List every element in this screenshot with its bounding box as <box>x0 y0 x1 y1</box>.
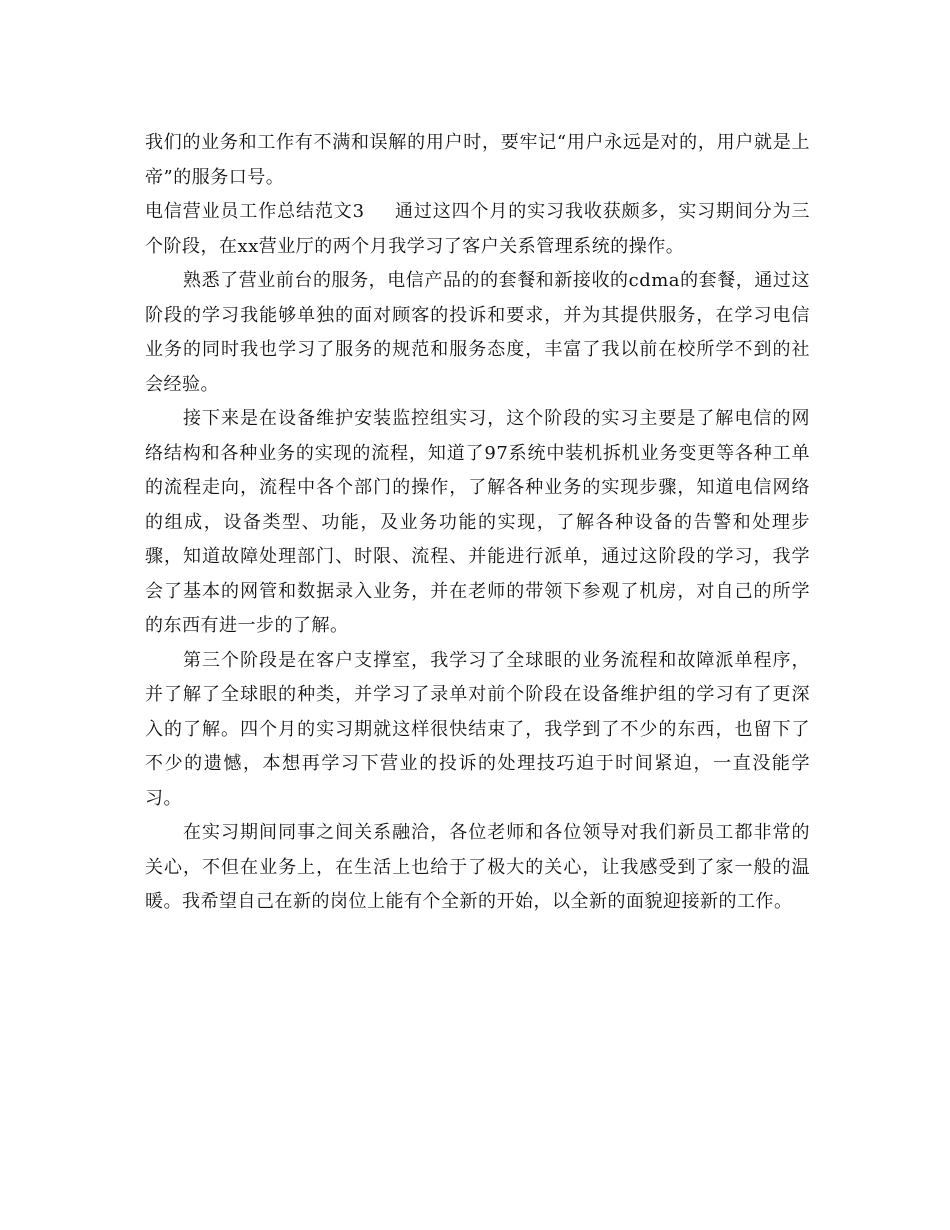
document-body <box>145 126 810 920</box>
paragraph-customer-support: 第三个阶段是在客户支撑室，我学习了全球眼的业务流程和故障派单程序，并了解了全球眼的种类，并学习了录单对前个阶段在设备维护组的学习有了更深入的了解。四个月的实习期就这样很快结束了，我学到了不少的东西，也留下了不少的遗憾，本想再学习下营业的投诉的处理技巧迫于时间紧迫，一直没能学习。 <box>145 649 810 809</box>
paragraph-conclusion: 在实习期间同事之间关系融洽，各位老师和各位领导对我们新员工都非常的关心，不但在业务上，在生活上也给于了极大的关心，让我感受到了家一般的温暖。我希望自己在新的岗位上能有个全新的开始，以全新的面貌迎接新的工作。 <box>145 822 810 912</box>
paragraph-with-title <box>145 195 810 264</box>
section-intro-text: 通过这四个月的实习我收获颇多，实习期间分为三个阶段，在xx营业厅的两个月我学习了客户关系管理系统的操作。 <box>145 201 811 257</box>
paragraph-front-desk: 熟悉了营业前台的服务，电信产品的的套餐和新接收的cdma的套餐，通过这阶段的学习我能够单独的面对顾客的投诉和要求，并为其提供服务，在学习电信业务的同时我也学习了服务的规范和服务态度，丰富了我以前在校所学不到的社会经验。 <box>145 270 810 395</box>
paragraph-maintenance: 接下来是在设备维护安装监控组实习，这个阶段的实习主要是了解电信的网络结构和各种业务的实现的流程，知道了97系统中装机拆机业务变更等各种工单的流程走向，流程中各个部门的操作，了解各种业务的实现步骤，知道电信网络的组成，设备类型、功能，及业务功能的实现，了解各种设备的告警和处理步骤，知道故障处理部门、时限、流程、并能进行派单，通过这阶段的学习，我学会了基本的网管和数据录入业务，并在老师的带领下参观了机房，对自己的所学的东西有进一步的了解。 <box>145 408 810 636</box>
paragraph-continuation: 我们的业务和工作有不满和误解的用户时，要牢记“用户永远是对的，用户就是上帝”的服务口号。 <box>145 132 810 188</box>
section-title: 电信营业员工作总结范文3 <box>145 201 365 222</box>
